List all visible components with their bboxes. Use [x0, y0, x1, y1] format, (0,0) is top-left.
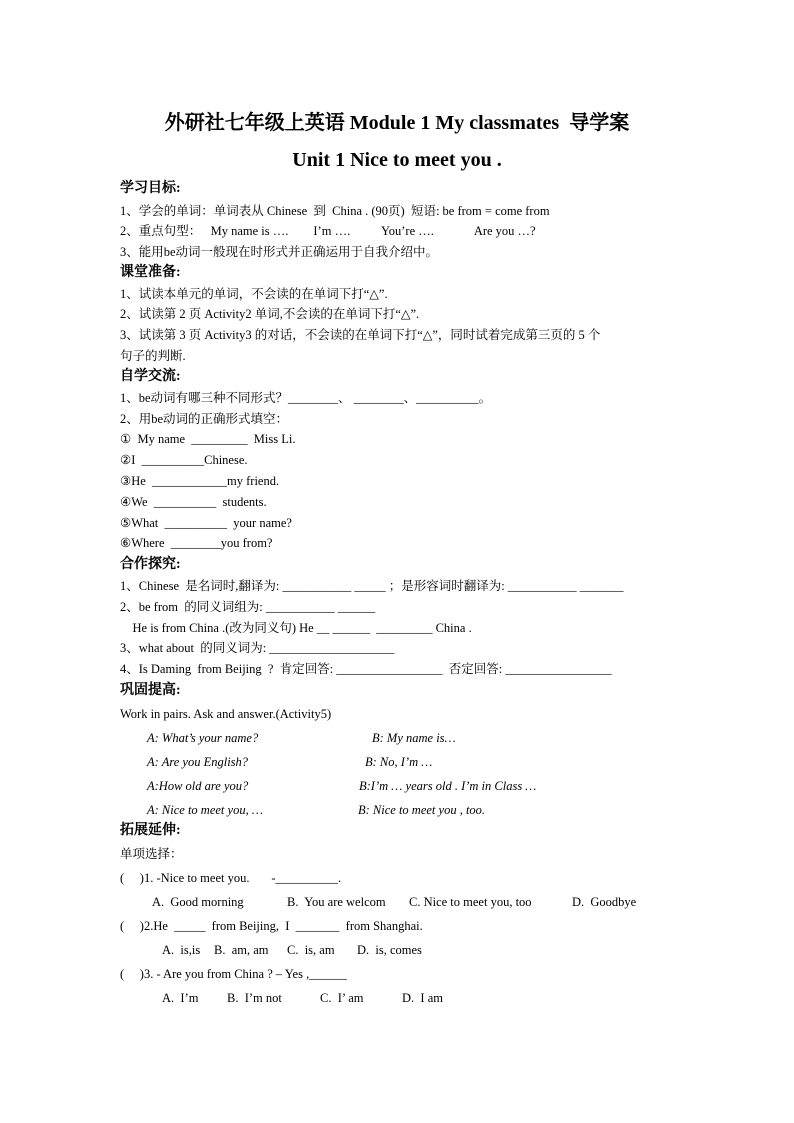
explore-item: 3、what about 的同义词为: ____________________	[120, 641, 395, 655]
fill-blank-item: ⑥Where ________you from?	[120, 536, 273, 550]
question-stem: ( )2.He _____ from Beijing, I _______ from Shanghai.	[120, 919, 423, 933]
worksheet-title: 外研社七年级上英语 Module 1 My classmates 导学案	[164, 112, 630, 134]
prep-heading: 课堂准备:	[120, 265, 181, 280]
explore-item: 4、Is Daming from Beijing ? 肯定回答: _________________ 否定回答: _________________	[120, 662, 612, 676]
self-study-item: 1、be动词有哪三种不同形式？________、 ________、__________。	[120, 391, 492, 405]
prep-item: 1、试读本单元的单词，不会读的在单词下打“△”.	[120, 287, 388, 301]
fill-blank-item: ① My name _________ Miss Li.	[120, 432, 296, 446]
answer-option: B. am, am	[214, 943, 269, 957]
explore-heading: 合作探究:	[120, 557, 181, 572]
goal-item: 1、学会的单词：单词表从 Chinese 到 China . (90页) 短语: be from = come from	[120, 204, 550, 218]
answer-option: C. Nice to meet you, too	[409, 895, 532, 909]
fill-blank-item: ④We __________ students.	[120, 495, 267, 509]
dialogue-line-b: B: No, I’m …	[365, 755, 433, 769]
fill-blank-item: ②I __________Chinese.	[120, 453, 248, 467]
fill-blank-item: ③He ____________my friend.	[120, 474, 280, 488]
prep-item: 2、试读第 2 页 Activity2 单词,不会读的在单词下打“△”.	[120, 307, 420, 321]
dialogue-line-a: A: What’s your name?	[147, 731, 259, 745]
answer-option: B. You are welcom	[287, 895, 386, 909]
explore-item: 2、be from 的同义词组为: ___________ ______	[120, 600, 376, 614]
multiple-choice-intro: 单项选择：	[120, 847, 183, 861]
dialogue-line-a: A: Nice to meet you, …	[147, 803, 263, 817]
goal-item: 3、能用be动词一般现在时形式并正确运用于自我介绍中。	[120, 245, 439, 259]
answer-option: C. is, am	[287, 943, 335, 957]
extend-heading: 拓展延伸:	[120, 823, 181, 838]
pair-work-instruction: Work in pairs. Ask and answer.(Activity5)	[120, 707, 332, 721]
answer-option: D. I am	[402, 991, 443, 1005]
explore-item: He is from China .(改为同义句) He __ ______ _________ China .	[120, 621, 472, 635]
answer-option: A. Good morning	[152, 895, 244, 909]
unit-subtitle: Unit 1 Nice to meet you .	[292, 149, 502, 171]
prep-item: 句子的判断.	[120, 349, 186, 363]
answer-option: A. I’m	[162, 991, 199, 1005]
prep-item: 3、试读第 3 页 Activity3 的对话，不会读的在单词下打“△”，同时试着完成第三页的 5 个	[120, 328, 601, 342]
answer-option: C. I’ am	[320, 991, 364, 1005]
consolidate-heading: 巩固提高:	[120, 683, 181, 698]
fill-blank-item: ⑤What __________ your name?	[120, 516, 292, 530]
goals-heading: 学习目标:	[120, 181, 181, 196]
answer-option: D. Goodbye	[572, 895, 637, 909]
answer-option: B. I’m not	[227, 991, 282, 1005]
dialogue-line-b: B: My name is…	[372, 731, 456, 745]
goal-item: 2、重点句型： My name is …. I’m …. You’re …. Are you …?	[120, 224, 536, 238]
question-stem: ( )3. - Are you from China ? – Yes ,______	[120, 967, 347, 981]
self-study-heading: 自学交流:	[120, 369, 181, 384]
answer-option: A. is,is	[162, 943, 201, 957]
self-study-item: 2、用be动词的正确形式填空：	[120, 412, 289, 426]
question-stem: ( )1. -Nice to meet you. -__________.	[120, 871, 342, 885]
answer-option: D. is, comes	[357, 943, 422, 957]
dialogue-line-b: B: Nice to meet you , too.	[358, 803, 486, 817]
dialogue-line-b: B:I’m … years old . I’m in Class …	[359, 779, 537, 793]
dialogue-line-a: A: Are you English?	[147, 755, 249, 769]
explore-item: 1、Chinese 是名词时,翻译为: ___________ _____ ；是形容词时翻译为: ___________ _______	[120, 579, 624, 593]
dialogue-line-a: A:How old are you?	[147, 779, 249, 793]
